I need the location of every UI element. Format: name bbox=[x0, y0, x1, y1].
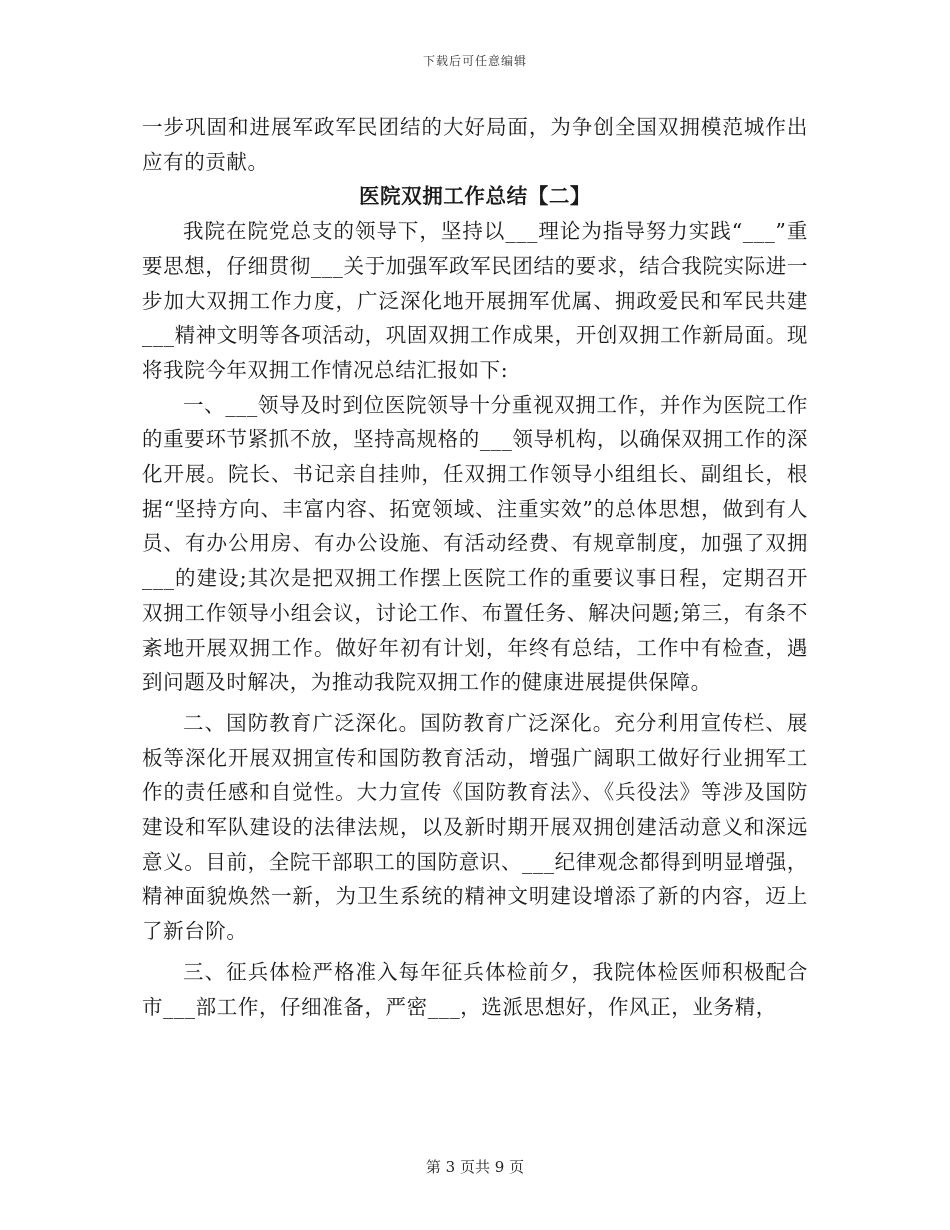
paragraph-continuation: 一步巩固和进展军政军民团结的大好局面，为争创全国双拥模范城作出应有的贡献。 bbox=[142, 115, 808, 174]
document-body bbox=[142, 110, 808, 1024]
section-heading: 医院双拥工作总结【二】 bbox=[358, 184, 592, 209]
paragraph-item-3: 三、征兵体检严格准入每年征兵体检前夕，我院体检医师积极配合市___部工作，仔细准备，严密___，选派思想好，作风正，业务精， bbox=[142, 959, 808, 1019]
page-footer: 第 3 页共 9 页 bbox=[425, 1158, 525, 1176]
paragraph-item-2: 二、国防教育广泛深化。国防教育广泛深化。充分利用宣传栏、展板等深化开展双拥宣传和国防教育活动，增强广阔职工做好行业拥军工作的责任感和自觉性。大力宣传《国防教育法》、《兵役法》等涉及国防建设和军队建设的法律法规，以及新时期开展双拥创建活动意义和深远意义。目前，全院干部职工的国防意识、___纪律观念都得到明显增强，精神面貌焕然一新，为卫生系统的精神文明建设增添了新的内容，迈上了新台阶。 bbox=[142, 710, 808, 944]
paragraph-item-1: 一、___领导及时到位医院领导十分重视双拥工作，并作为医院工作的重要环节紧抓不放，坚持高规格的___领导机构，以确保双拥工作的深化开展。院长、书记亲自挂帅，任双拥工作领导小组组长、副组长，根据“坚持方向、丰富内容、拓宽领域、注重实效”的总体思想，做到有人员、有办公用房、有办公设施、有活动经费、有规章制度，加强了双拥___的建设;其次是把双拥工作摆上医院工作的重要议事日程，定期召开双拥工作领导小组会议，讨论工作、布置任务、解决问题;第三，有条不紊地开展双拥工作。做好年初有计划，年终有总结，工作中有检查，遇到问题及时解决，为推动我院双拥工作的健康进展提供保障。 bbox=[142, 392, 808, 695]
page-header: 下载后可任意编辑 bbox=[422, 54, 527, 68]
paragraph-intro: 我院在院党总支的领导下，坚持以___理论为指导努力实践“___”重要思想，仔细贯彻___关于加强军政军民团结的要求，结合我院实际进一步加大双拥工作力度，广泛深化地开展拥军优属、拥政爱民和军民共建___精神文明等各项活动，巩固双拥工作成果，开创双拥工作新局面。现将我院今年双拥工作情况总结汇报如下: bbox=[142, 219, 808, 382]
